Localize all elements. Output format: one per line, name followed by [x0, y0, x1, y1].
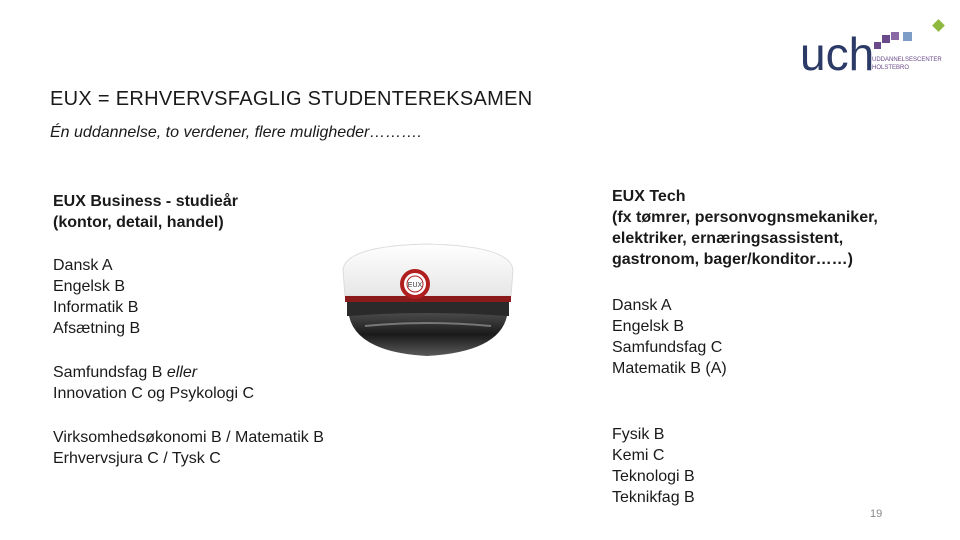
logo-line1: UDDANNELSESCENTER — [872, 57, 942, 63]
subject-item: Erhvervsjura C / Tysk C — [53, 450, 221, 467]
left-subjects-a — [53, 255, 140, 339]
slide-title: EUX = ERHVERVSFAGLIG STUDENTEREKSAMEN — [50, 88, 533, 110]
subject-item: Virksomhedsøkonomi B / Matematik B — [53, 429, 324, 446]
subject-text: Samfundsfag B — [53, 364, 167, 381]
subject-item: Informatik B — [53, 299, 139, 316]
subject-item: Afsætning B — [53, 320, 141, 337]
left-heading — [53, 191, 238, 233]
subject-or: eller — [166, 364, 198, 381]
left-subjects-c — [53, 427, 324, 469]
right-heading-line: (fx tømrer, personvognsmekaniker, — [612, 209, 878, 226]
left-heading-line: (kontor, detail, handel) — [53, 214, 224, 231]
right-heading-line: EUX Tech — [612, 188, 686, 205]
slide-subtitle: Én uddannelse, to verdener, flere muligheder………. — [50, 124, 422, 141]
right-heading-line: gastronom, bager/konditor……) — [612, 251, 853, 268]
uch-logo — [800, 18, 950, 80]
subject-item: Teknologi B — [612, 468, 695, 485]
logo-square-purple-2 — [882, 35, 890, 43]
logo-brand: uch — [800, 28, 875, 80]
page-number: 19 — [870, 508, 883, 520]
subject-item: Engelsk B — [612, 318, 685, 335]
subject-item: Teknikfag B — [612, 489, 695, 506]
subject-item: Matematik B (A) — [612, 360, 727, 377]
left-subjects-b — [53, 362, 254, 404]
logo-diamond-green — [932, 19, 945, 32]
logo-line2: HOLSTEBRO — [872, 65, 910, 71]
subject-item: Samfundsfag C — [612, 339, 723, 356]
logo-square-purple-3 — [891, 32, 899, 40]
subject-item: Dansk A — [53, 257, 113, 274]
left-heading-line: EUX Business - studieår — [53, 193, 238, 210]
right-heading-line: elektriker, ernæringsassistent, — [612, 230, 844, 247]
subject-item: Fysik B — [612, 426, 665, 443]
subject-item: Engelsk B — [53, 278, 126, 295]
cap-badge-text: EUX — [407, 282, 423, 289]
student-cap-image — [335, 240, 520, 380]
logo-square-purple-1 — [874, 42, 881, 49]
subject-item-choice — [53, 362, 254, 383]
right-subjects-a — [612, 295, 727, 379]
logo-square-blue — [903, 32, 912, 41]
right-subjects-b — [612, 424, 695, 508]
subject-item: Kemi C — [612, 447, 665, 464]
subject-item: Innovation C og Psykologi C — [53, 385, 254, 402]
subject-item: Dansk A — [612, 297, 672, 314]
right-heading — [612, 186, 878, 270]
